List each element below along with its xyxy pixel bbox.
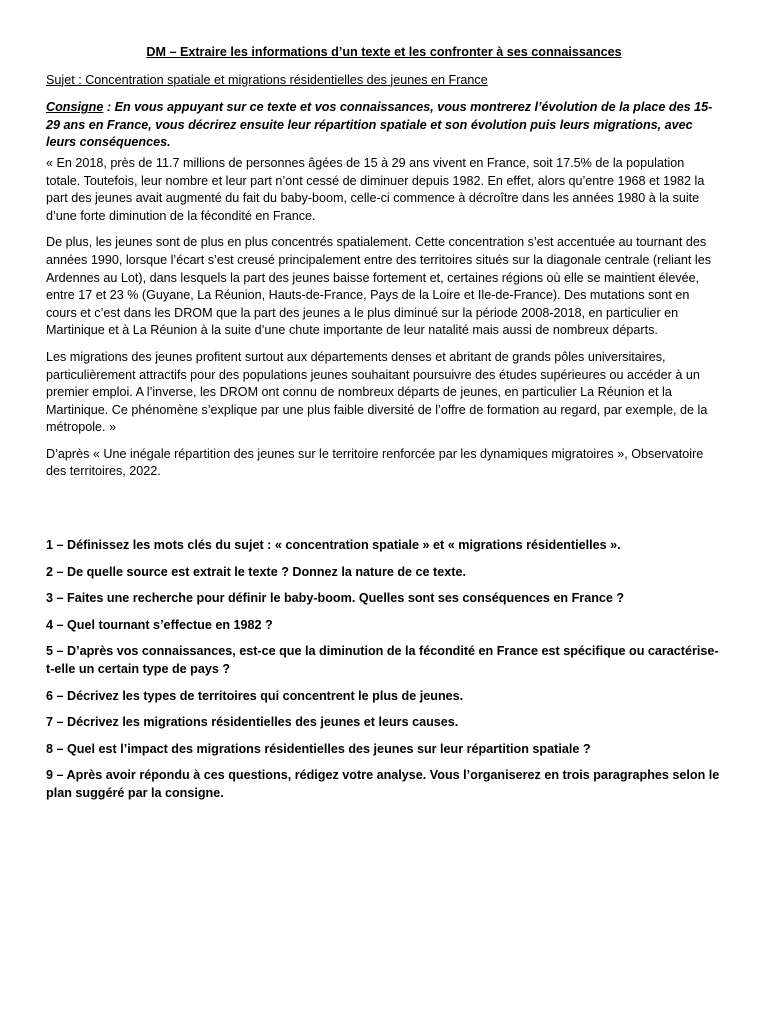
question-5: 5 – D’après vos connaissances, est-ce que la diminution de la fécondité en France est spécifique ou caractérise-t-elle un certain type de pays ? <box>46 644 719 677</box>
question-7: 7 – Décrivez les migrations résidentielles des jeunes et leurs causes. <box>46 715 459 730</box>
document-subject: Sujet : Concentration spatiale et migrations résidentielles des jeunes en France <box>46 72 488 87</box>
instruction-label: Consigne <box>46 100 104 115</box>
text-paragraph-2: De plus, les jeunes sont de plus en plus concentrés spatialement. Cette concentration s’est accentuée au tournant des années 1990, lorsque l’écart s’est creusé principalement entre des territoires situés sur la diagonale centrale (reliant les Ardennes au Lot), dans lesquels la part des jeunes baisse fortement et, certaines régions où elle se maintient élevée, entre 17 et 23 % (Guyane, La Réunion, Hauts-de-France, Pays de la Loire et Ile-de-France). Des mutations sont en cours et c’est dans les DROM que la part des jeunes a le plus diminué sur la période 2008-2018, en particulier en Martinique et à La Réunion à la suite d’une chute importante de leur natalité mais aussi de nombreux départs. <box>46 235 712 338</box>
question-3: 3 – Faites une recherche pour définir le baby-boom. Quelles sont ses conséquences en France ? <box>46 591 625 606</box>
text-paragraph-1: « En 2018, près de 11.7 millions de personnes âgées de 15 à 29 ans vivent en France, soit 17.5% de la population totale. Toutefois, leur nombre et leur part n’ont cessé de diminuer depuis 1982. En effet, alors qu’entre 1968 et 1982 la part des jeunes avait augmenté du fait du baby-boom, celle-ci commence à décroître dans les années 1980 à la suite d’une forte diminution de la fécondité en France. <box>46 155 705 223</box>
question-1: 1 – Définissez les mots clés du sujet : « concentration spatiale » et « migrations résidentielles ». <box>46 538 621 553</box>
questions-list <box>46 537 722 803</box>
question-4: 4 – Quel tournant s’effectue en 1982 ? <box>46 617 273 632</box>
document-title: DM – Extraire les informations d’un texte et les confronter à ses connaissances <box>146 45 622 59</box>
instruction-text: : En vous appuyant sur ce texte et vos connaissances, vous montrerez l’évolution de la place des 15-29 ans en France, vous décrirez ensuite leur répartition spatiale et son évolution puis leurs migrations, avec leurs conséquences. <box>46 100 713 150</box>
text-paragraph-3: Les migrations des jeunes profitent surtout aux départements denses et abritant de grands pôles universitaires, particulièrement attractifs pour des populations jeunes souhaitant poursuivre des études supérieures ou accéder à un premier emploi. A l’inverse, les DROM ont connu de nombreux départs de jeunes, en particulier La Réunion et la Martinique. Ce phénomène s’explique par une plus faible diversité de l’offre de formation au regard, par exemple, de la métropole. » <box>46 349 708 435</box>
question-2: 2 – De quelle source est extrait le texte ? Donnez la nature de ce texte. <box>46 564 466 579</box>
question-8: 8 – Quel est l’impact des migrations résidentielles des jeunes sur leur répartition spatiale ? <box>46 741 591 756</box>
instruction-block <box>46 99 722 152</box>
question-9: 9 – Après avoir répondu à ces questions, rédigez votre analyse. Vous l’organiserez en trois paragraphes selon le plan suggéré par la consigne. <box>46 768 720 800</box>
source-citation: D’après « Une inégale répartition des jeunes sur le territoire renforcée par les dynamiques migratoires », Observatoire des territoires, 2022. <box>46 446 704 479</box>
question-6: 6 – Décrivez les types de territoires qui concentrent le plus de jeunes. <box>46 688 464 703</box>
